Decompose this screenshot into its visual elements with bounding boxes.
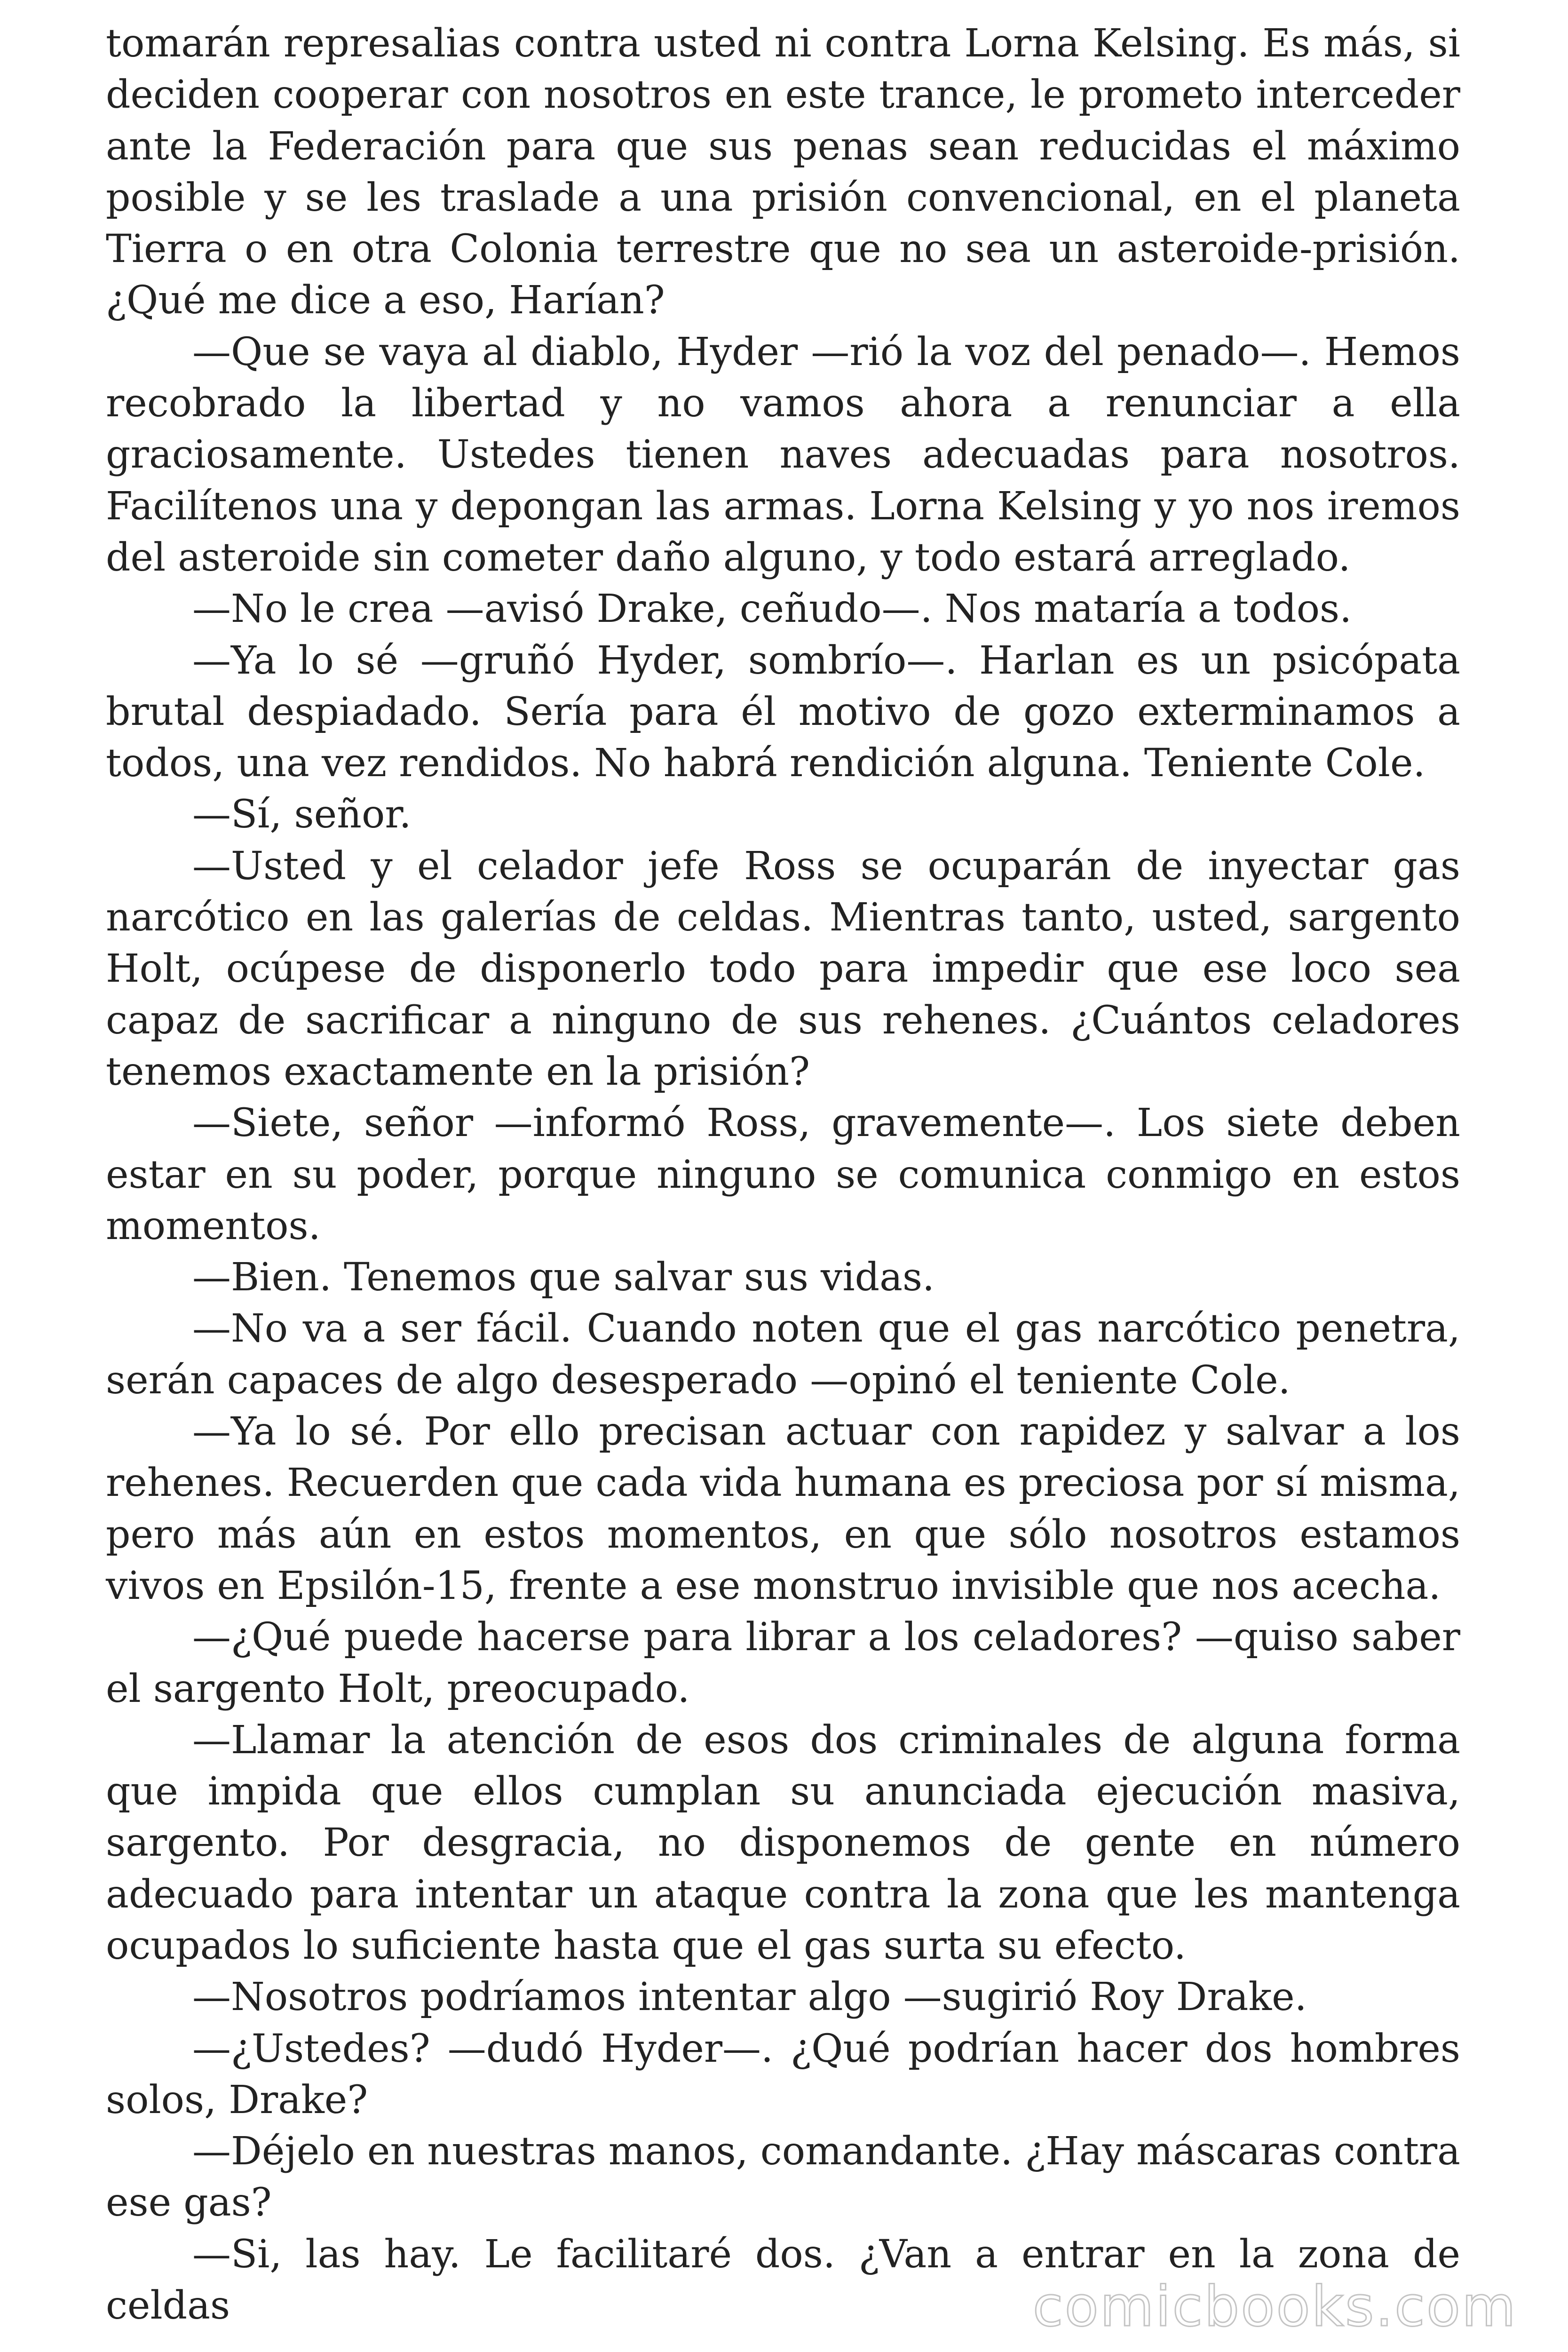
paragraph: —Ya lo sé —gruñó Hyder, sombrío—. Harlan es un psicópata brutal despiadado. Sería para él motivo de gozo exterminamos a todos, una vez rendidos. No habrá rendición alguna. Teniente Cole. — [106, 638, 1460, 786]
paragraph: —Sí, señor. — [192, 792, 412, 837]
paragraph: —No le crea —avisó Drake, ceñudo—. Nos mataría a todos. — [192, 587, 1352, 632]
paragraph: —No va a ser fácil. Cuando noten que el gas narcótico penetra, serán capaces de algo desesperado —opinó el teniente Cole. — [106, 1306, 1460, 1403]
paragraph: —Siete, señor —informó Ross, gravemente—. Los siete deben estar en su poder, porque ninguno se comunica conmigo en estos momentos. — [106, 1101, 1460, 1248]
paragraph: —¿Qué puede hacerse para librar a los celadores? —quiso saber el sargento Holt, preocupado. — [106, 1615, 1460, 1711]
paragraph: —Usted y el celador jefe Ross se ocuparán de inyectar gas narcótico en las galerías de celdas. Mientras tanto, usted, sargento Holt, ocúpese de disponerlo todo para impedir que ese loco sea capaz de sacrificar a ninguno de sus rehenes. ¿Cuántos celadores tenemos exactamente en la prisión? — [106, 843, 1460, 1094]
book-page — [106, 18, 1460, 2331]
paragraph: —Déjelo en nuestras manos, comandante. ¿Hay máscaras contra ese gas? — [106, 2129, 1460, 2225]
paragraph: —Llamar la atención de esos dos criminales de alguna forma que impida que ellos cumplan su anunciada ejecución masiva, sargento. Por desgracia, no disponemos de gente en número adecuado para intentar un ataque contra la zona que les mantenga ocupados lo suficiente hasta que el gas surta su efecto. — [106, 1717, 1460, 1968]
paragraph: —Que se vaya al diablo, Hyder —rió la voz del penado—. Hemos recobrado la libertad y no vamos ahora a renunciar a ella graciosamente. Ustedes tienen naves adecuadas para nosotros. Facilítenos una y depongan las armas. Lorna Kelsing y yo nos iremos del asteroide sin cometer daño alguno, y todo estará arreglado. — [106, 329, 1460, 580]
paragraph: —¿Ustedes? —dudó Hyder—. ¿Qué podrían hacer dos hombres solos, Drake? — [106, 2026, 1460, 2122]
paragraph: —Si, las hay. Le facilitaré dos. ¿Van a entrar en la zona de celdas — [106, 2232, 1460, 2328]
paragraph: —Ya lo sé. Por ello precisan actuar con rapidez y salvar a los rehenes. Recuerden que cada vida humana es preciosa por sí misma, pero más aún en estos momentos, en que sólo nosotros estamos vivos en Epsilón-15, frente a ese monstruo invisible que nos acecha. — [106, 1409, 1460, 1608]
paragraph: —Nosotros podríamos intentar algo —sugirió Roy Drake. — [192, 1975, 1307, 2020]
watermark: comicbooks.com — [1032, 2274, 1517, 2339]
paragraph: tomarán represalias contra usted ni contra Lorna Kelsing. Es más, si deciden cooperar con nosotros en este trance, le prometo interceder ante la Federación para que sus penas sean reducidas el máximo posible y se les traslade a una prisión convencional, en el planeta Tierra o en otra Colonia terrestre que no sea un asteroide-prisión. ¿Qué me dice a eso, Harían? — [106, 21, 1460, 323]
paragraph: —Bien. Tenemos que salvar sus vidas. — [192, 1255, 935, 1300]
